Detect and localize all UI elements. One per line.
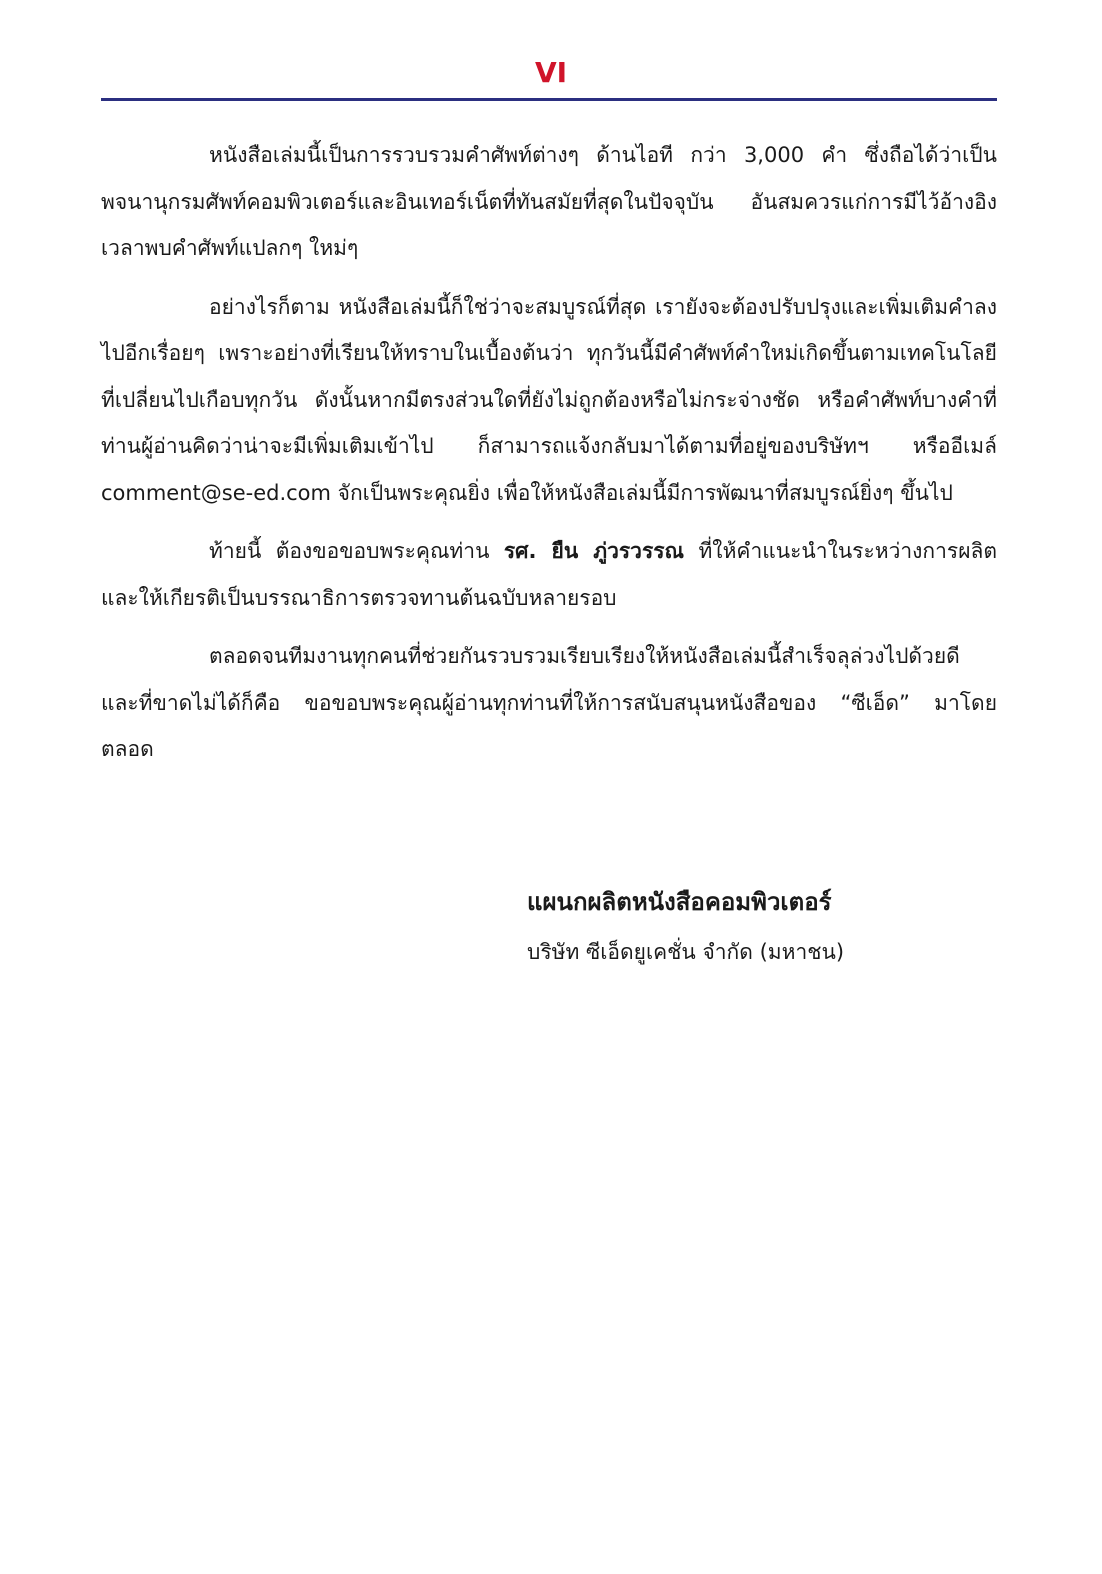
signature-department: แผนกผลิตหนังสือคอมพิวเตอร์ (527, 888, 832, 916)
signature-block (527, 880, 997, 974)
acknowledged-name: รศ. ยืน ภู่วรวรรณ (503, 539, 685, 563)
paragraph-3 (101, 528, 997, 621)
paragraph-4: ตลอดจนทีมงานทุกคนที่ช่วยกันรวบรวมเรียบเรียงให้หนังสือเล่มนี้สำเร็จลุล่วงไปด้วยดี และที่ขาดไม่ได้ก็คือ ขอขอบพระคุณผู้อ่านทุกท่านที่ให้การสนับสนุนหนังสือของ “ซีเอ็ด” มาโดยตลอด (101, 644, 997, 761)
page-number: VI (534, 56, 568, 89)
signature-company: บริษัท ซีเอ็ดยูเคชั่น จำกัด (มหาชน) (527, 940, 845, 964)
paragraph-3-intro: ท้ายนี้ ต้องขอขอบพระคุณท่าน (209, 539, 504, 563)
preface-body (101, 132, 997, 785)
paragraph-1: หนังสือเล่มนี้เป็นการรวบรวมคำศัพท์ต่างๆ ด้านไอที กว่า 3,000 คำ ซึ่งถือได้ว่าเป็นพจนานุกรมศัพท์คอมพิวเตอร์และอินเทอร์เน็ตที่ทันสมัยที่สุดในปัจจุบัน อันสมควรแก่การมีไว้อ้างอิงเวลาพบคำศัพท์แปลกๆ ใหม่ๆ (101, 143, 997, 260)
page-header (0, 56, 1102, 90)
header-rule (101, 98, 997, 101)
paragraph-2: อย่างไรก็ตาม หนังสือเล่มนี้ก็ใช่ว่าจะสมบูรณ์ที่สุด เรายังจะต้องปรับปรุงและเพิ่มเติมคำลงไปอีกเรื่อยๆ เพราะอย่างที่เรียนให้ทราบในเบื้องต้นว่า ทุกวันนี้มีคำศัพท์คำใหม่เกิดขึ้นตามเทคโนโลยีที่เปลี่ยนไปเกือบทุกวัน ดังนั้นหากมีตรงส่วนใดที่ยังไม่ถูกต้องหรือไม่กระจ่างชัด หรือคำศัพท์บางคำที่ท่านผู้อ่านคิดว่าน่าจะมีเพิ่มเติมเข้าไป ก็สามารถแจ้งกลับมาได้ตามที่อยู่ของบริษัทฯ หรืออีเมล์ comment@se-ed.com จักเป็นพระคุณยิ่ง เพื่อให้หนังสือเล่มนี้มีการพัฒนาที่สมบูรณ์ยิ่งๆ ขึ้นไป (101, 294, 997, 505)
paragraph-3-rest: ที่ให้คำแนะนำในระหว่างการผลิต และให้เกียรติเป็นบรรณาธิการตรวจทานต้นฉบับหลายรอบ (101, 539, 998, 610)
